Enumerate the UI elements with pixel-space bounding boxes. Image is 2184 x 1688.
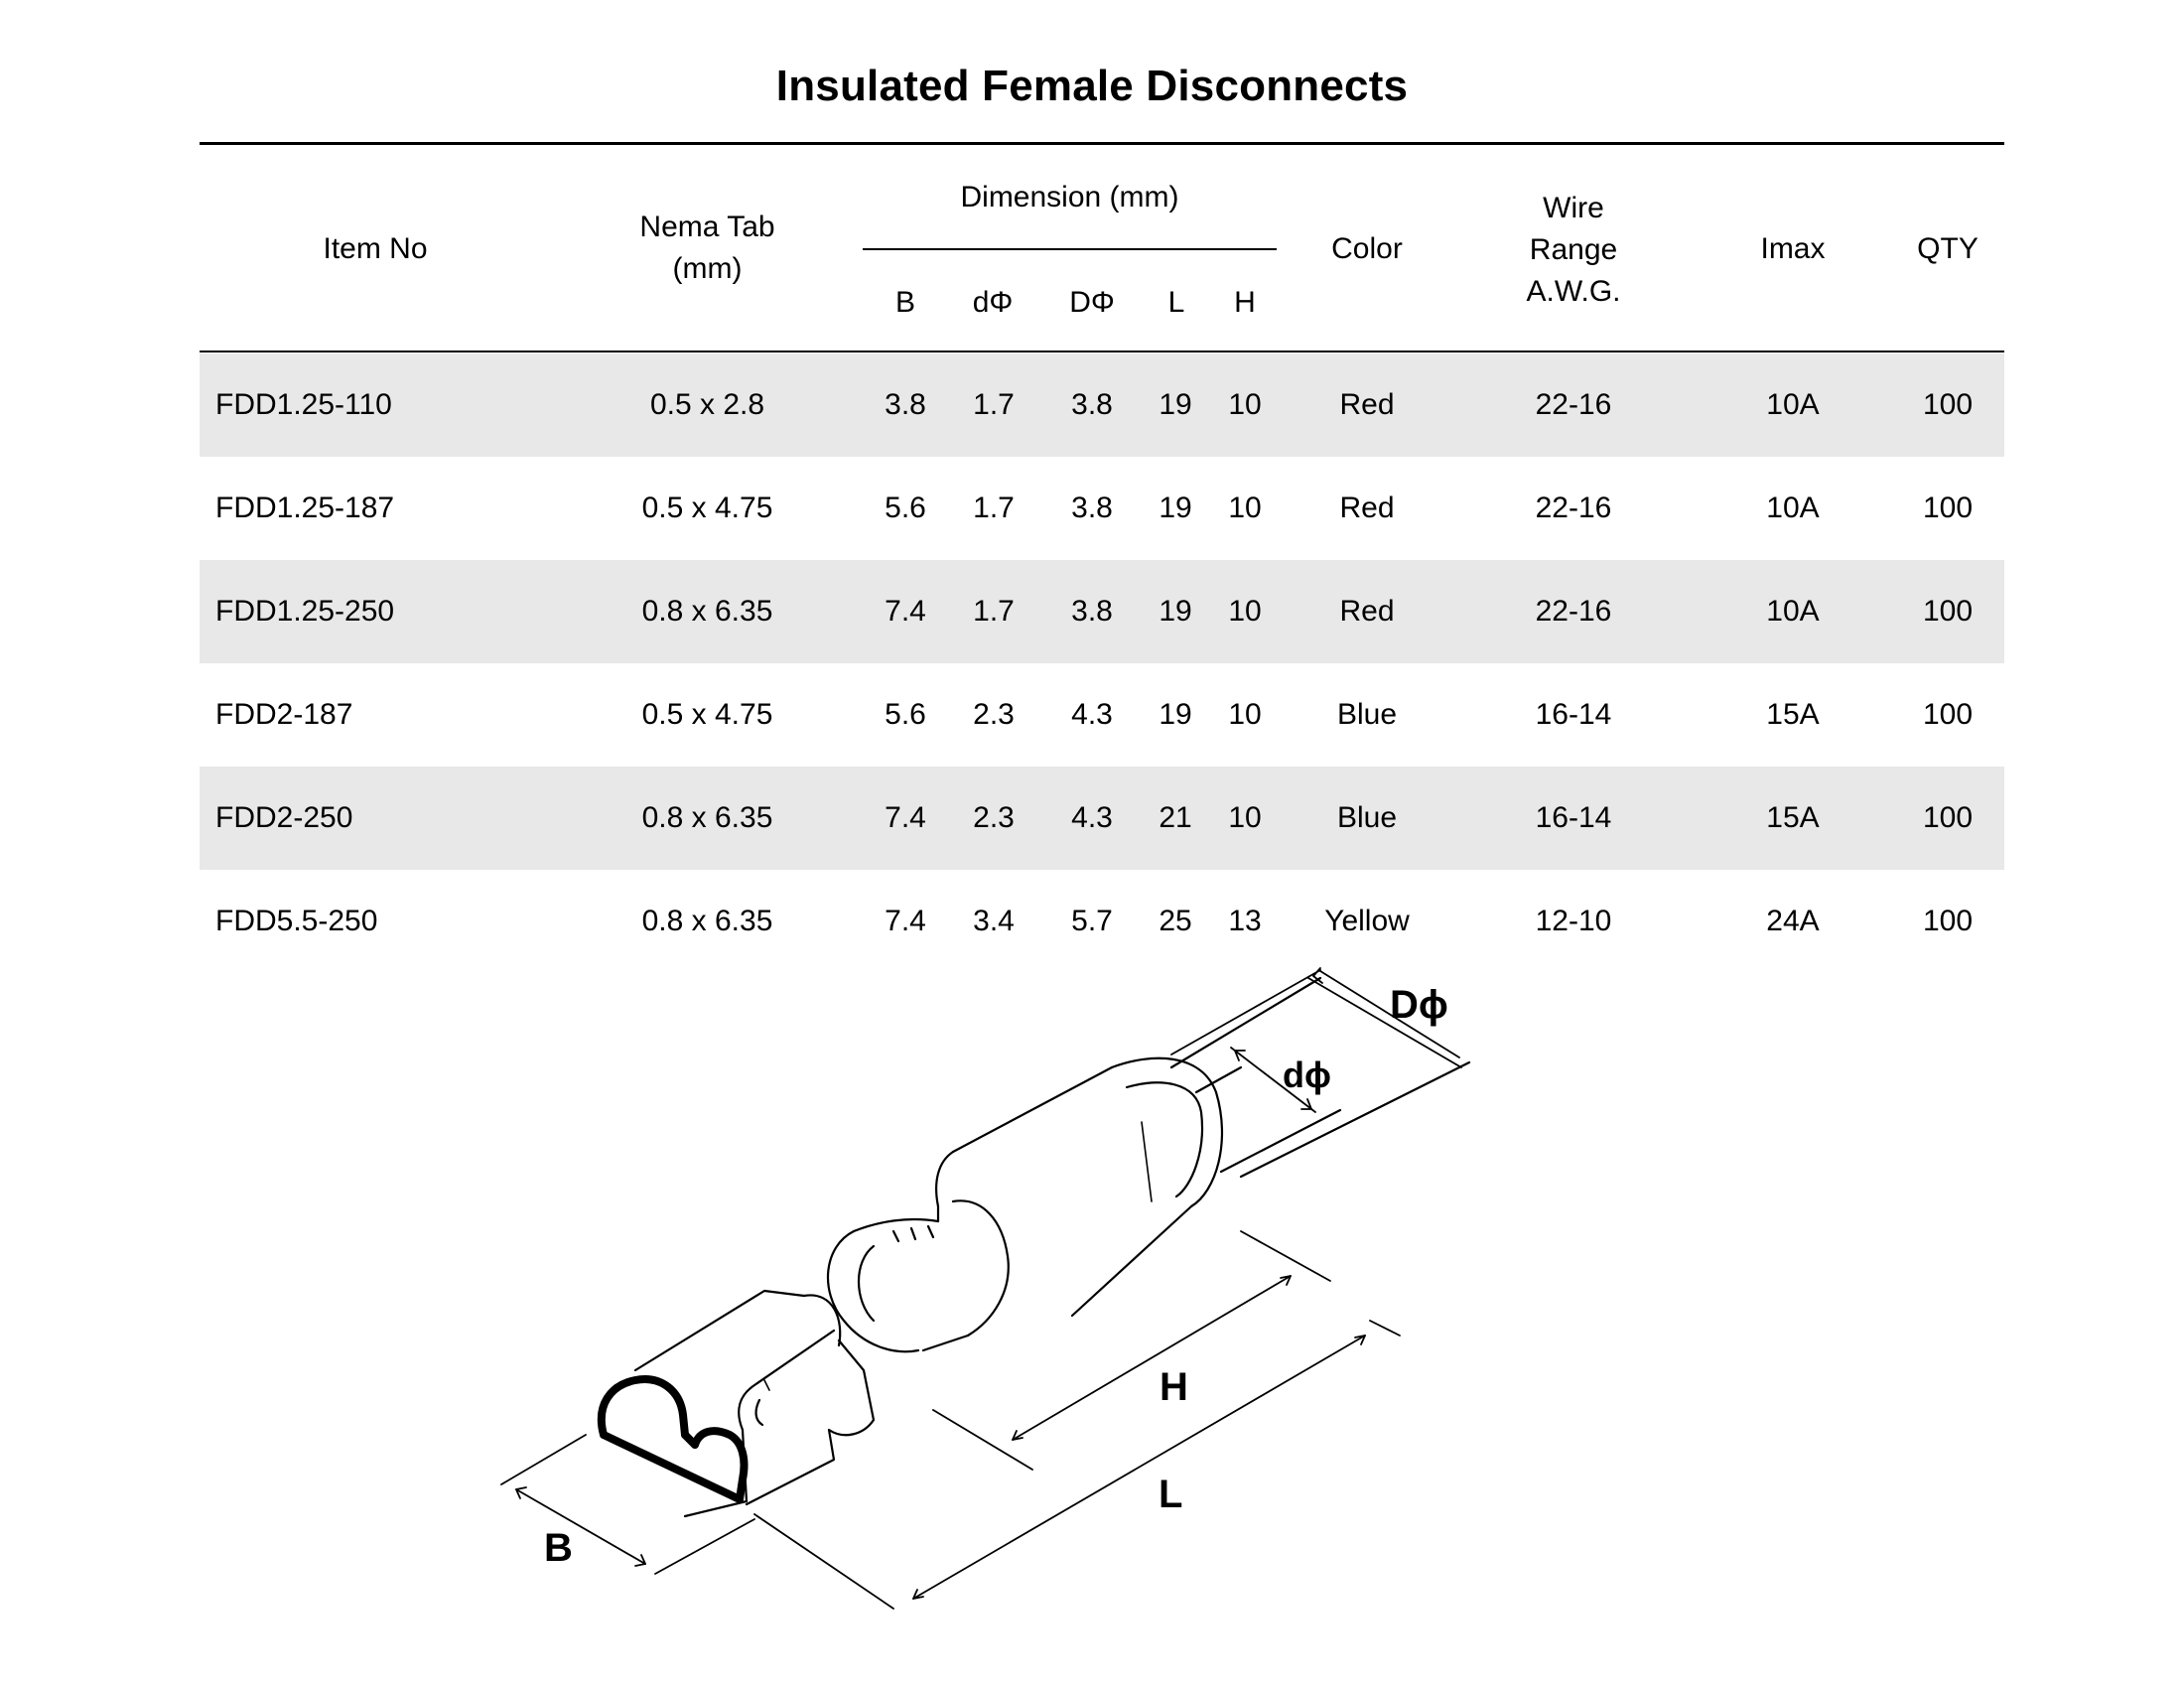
insulation-sleeve	[936, 1058, 1222, 1316]
cell-nema-tab: 0.5 x 4.75	[641, 492, 773, 524]
cell-wire-range: 22-16	[1535, 388, 1612, 421]
header-b: B	[894, 286, 915, 319]
cell-d-large: 3.8	[1071, 492, 1113, 524]
cell-h: 10	[1228, 492, 1262, 524]
cell-l: 19	[1159, 492, 1192, 524]
top-divider	[200, 142, 2004, 145]
header-d-large: DΦ	[1069, 286, 1115, 319]
cell-color: Red	[1339, 492, 1395, 524]
label-D: Dϕ	[1390, 983, 1448, 1027]
cell-b: 7.4	[885, 801, 926, 834]
cell-l: 19	[1159, 388, 1192, 421]
cell-d-large: 3.8	[1071, 595, 1113, 628]
cell-d-small: 1.7	[973, 595, 1015, 628]
header-color: Color	[1331, 232, 1403, 265]
cell-item-no: FDD1.25-187	[215, 492, 395, 524]
header-wire-1: Wire	[1543, 192, 1604, 224]
cell-h: 13	[1228, 905, 1262, 937]
cell-imax: 10A	[1766, 492, 1820, 524]
cell-wire-range: 22-16	[1535, 492, 1612, 524]
label-L: L	[1159, 1473, 1183, 1516]
cell-h: 10	[1228, 595, 1262, 628]
cell-wire-range: 12-10	[1535, 905, 1612, 937]
header-l: L	[1167, 286, 1185, 319]
cell-nema-tab: 0.5 x 2.8	[649, 388, 765, 421]
cell-qty: 100	[1922, 905, 1974, 937]
cell-imax: 15A	[1766, 698, 1820, 731]
dimension-L	[754, 1321, 1400, 1609]
connector-diagram	[477, 953, 1509, 1638]
cell-nema-tab: 0.8 x 6.35	[641, 801, 773, 834]
table-row	[200, 353, 2004, 457]
cell-item-no: FDD5.5-250	[215, 905, 378, 937]
header-wire-3: A.W.G.	[1526, 275, 1621, 308]
page-title: Insulated Female Disconnects	[775, 62, 1409, 110]
cell-b: 5.6	[885, 698, 926, 731]
cell-l: 21	[1159, 801, 1192, 834]
cell-d-large: 4.3	[1071, 801, 1113, 834]
cell-h: 10	[1228, 698, 1262, 731]
header-nema-tab-unit: (mm)	[672, 252, 743, 285]
dimension-B	[501, 1435, 754, 1574]
header-h: H	[1234, 286, 1256, 319]
table-row	[200, 457, 2004, 560]
cell-qty: 100	[1922, 698, 1974, 731]
header-dimension: Dimension (mm)	[960, 181, 1179, 213]
label-B: B	[544, 1526, 573, 1570]
table-row	[200, 663, 2004, 767]
cell-qty: 100	[1922, 595, 1974, 628]
cell-d-small: 1.7	[973, 388, 1015, 421]
cell-imax: 10A	[1766, 388, 1820, 421]
cell-item-no: FDD1.25-250	[215, 595, 395, 628]
cell-item-no: FDD2-250	[215, 801, 353, 834]
cell-b: 5.6	[885, 492, 926, 524]
cell-imax: 10A	[1766, 595, 1820, 628]
cell-d-large: 4.3	[1071, 698, 1113, 731]
cell-color: Red	[1339, 595, 1395, 628]
cell-b: 3.8	[885, 388, 926, 421]
header-item-no: Item No	[323, 232, 428, 265]
contact-front-end	[602, 1379, 745, 1499]
cell-item-no: FDD2-187	[215, 698, 353, 731]
header-nema-tab: Nema Tab	[639, 211, 775, 243]
cell-d-large: 3.8	[1071, 388, 1113, 421]
cell-qty: 100	[1922, 492, 1974, 524]
header-d-small: dΦ	[972, 286, 1014, 319]
header-wire-2: Range	[1529, 233, 1618, 266]
cell-wire-range: 22-16	[1535, 595, 1612, 628]
cell-d-small: 3.4	[973, 905, 1015, 937]
table-row	[200, 767, 2004, 870]
header-divider	[200, 351, 2004, 352]
cell-d-large: 5.7	[1071, 905, 1113, 937]
cell-wire-range: 16-14	[1535, 698, 1612, 731]
cell-imax: 15A	[1766, 801, 1820, 834]
cell-wire-range: 16-14	[1535, 801, 1612, 834]
cell-b: 7.4	[885, 905, 926, 937]
label-H: H	[1160, 1365, 1188, 1409]
cell-h: 10	[1228, 388, 1262, 421]
cell-imax: 24A	[1766, 905, 1820, 937]
cell-color: Blue	[1336, 698, 1398, 731]
cell-l: 19	[1159, 698, 1192, 731]
female-contact	[635, 1291, 874, 1516]
dimension-divider	[863, 248, 1277, 250]
label-d: dϕ	[1283, 1055, 1331, 1095]
cell-d-small: 2.3	[973, 801, 1015, 834]
cell-d-small: 2.3	[973, 698, 1015, 731]
cell-nema-tab: 0.8 x 6.35	[641, 595, 773, 628]
header-imax: Imax	[1760, 232, 1826, 265]
cell-color: Red	[1339, 388, 1395, 421]
cell-b: 7.4	[885, 595, 926, 628]
table-row	[200, 560, 2004, 663]
cell-l: 25	[1159, 905, 1192, 937]
cell-qty: 100	[1922, 388, 1974, 421]
dimension-H	[933, 1231, 1330, 1470]
cell-color: Blue	[1336, 801, 1398, 834]
cell-nema-tab: 0.8 x 6.35	[641, 905, 773, 937]
cell-nema-tab: 0.5 x 4.75	[641, 698, 773, 731]
cell-item-no: FDD1.25-110	[215, 388, 392, 421]
cell-color: Yellow	[1324, 905, 1410, 937]
header-qty: QTY	[1917, 232, 1979, 265]
cell-h: 10	[1228, 801, 1262, 834]
cell-qty: 100	[1922, 801, 1974, 834]
cell-d-small: 1.7	[973, 492, 1015, 524]
neck-rings	[828, 1200, 1009, 1351]
cell-l: 19	[1159, 595, 1192, 628]
